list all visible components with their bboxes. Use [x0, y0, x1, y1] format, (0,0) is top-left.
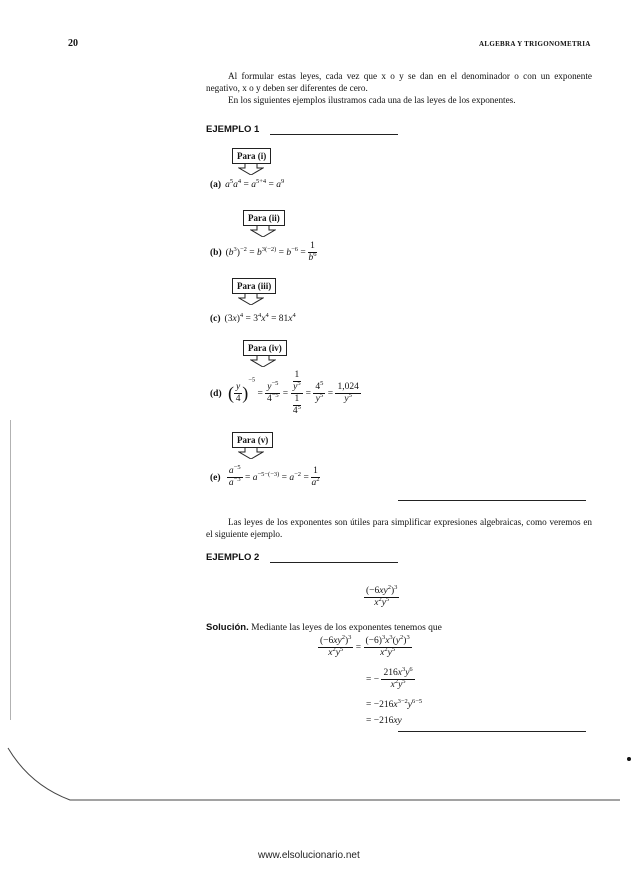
solution-step-2: = − $\frac{216x^3y^6}{x^2y^5}$	[366, 666, 413, 690]
equation-c: (c) $(3x)^4 = 3^4x^4 = 81x^4$	[210, 312, 296, 324]
item-label-e: (e)	[210, 472, 221, 483]
down-arrow-icon	[250, 225, 276, 237]
body-paragraph: Las leyes de los exponentes son útiles para simplificar expresiones algebraicas, como veremos en el siguiente ejemplo.	[206, 517, 592, 539]
law-box-iv: Para (iv)	[243, 340, 287, 356]
item-label-d: (d)	[210, 388, 222, 399]
example1-rule	[270, 134, 398, 135]
scan-edge-curve	[0, 740, 638, 810]
law-box-i: Para (i)	[232, 148, 271, 164]
intro-paragraph: Al formular estas leyes, cada vez que x o y se dan en el denominador o con un exponente negativo, x o y deben ser diferentes de cero.	[206, 71, 592, 93]
page-number: 20	[68, 38, 78, 49]
equation-e: (e) $\frac{a^{-5}}{a^{-3}}$ = $a^{-5-(-3)} = a^{-2}$ = $\frac{1}{a^2}$	[210, 464, 320, 488]
law-box-ii: Para (ii)	[243, 210, 285, 226]
problem-expression: $\frac{(-6xy^2)^3}{x^2y^5}$	[366, 584, 398, 608]
example2-end-rule	[398, 731, 586, 732]
footer-url[interactable]: www.elsolucionario.net	[258, 850, 360, 861]
item-label-b: (b)	[210, 247, 222, 258]
down-arrow-icon	[250, 355, 276, 367]
example2-title: EJEMPLO 2	[206, 552, 260, 563]
equation-a: (a) $a^5a^4 = a^{5+4} = a^9$	[210, 178, 285, 190]
example2-rule	[270, 562, 398, 563]
example1-end-rule	[398, 500, 586, 501]
item-label-c: (c)	[210, 314, 221, 324]
equation-d: (d) ( $\frac{y}{4}$ )$^{-5}$ = $\frac{y^{-5}}{4^{-5}}$ = $\frac{\frac{1}{y^5}}{\frac{1}{4^5}}$ = $\frac{4^5}{y^5}$ = $\frac{1,024}{y^5}$	[210, 370, 359, 416]
scan-dot	[627, 757, 631, 761]
item-label-a: (a)	[210, 180, 222, 190]
down-arrow-icon	[238, 447, 264, 459]
equation-b: (b) $(b^3)^{-2} = b^{3(-2)} = b^{-6}$ = $\frac{1}{b^6}$	[210, 241, 317, 263]
intro-paragraph-2: En los siguientes ejemplos ilustramos cada una de las leyes de los exponentes.	[228, 95, 516, 105]
solution-label: Solución.	[206, 622, 249, 633]
solution-text: Mediante las leyes de los exponentes tenemos que	[251, 623, 442, 633]
running-header: ALGEBRA Y TRIGONOMETRIA	[479, 40, 591, 48]
down-arrow-icon	[238, 163, 264, 175]
law-box-iii: Para (iii)	[232, 278, 276, 294]
solution-step-4: = −216xy	[366, 716, 402, 726]
solution-step-1: $\frac{(-6xy^2)^3}{x^2y^5}$ = $\frac{(-6)^3x^3(y^2)^3}{x^2y^5}$	[320, 634, 410, 658]
example1-title: EJEMPLO 1	[206, 124, 260, 135]
down-arrow-icon	[238, 293, 264, 305]
scan-edge-line	[10, 420, 11, 720]
solution-line	[206, 622, 442, 633]
law-box-v: Para (v)	[232, 432, 273, 448]
solution-step-3: = $-216x^{3-2}y^{6-5}$	[366, 698, 423, 710]
